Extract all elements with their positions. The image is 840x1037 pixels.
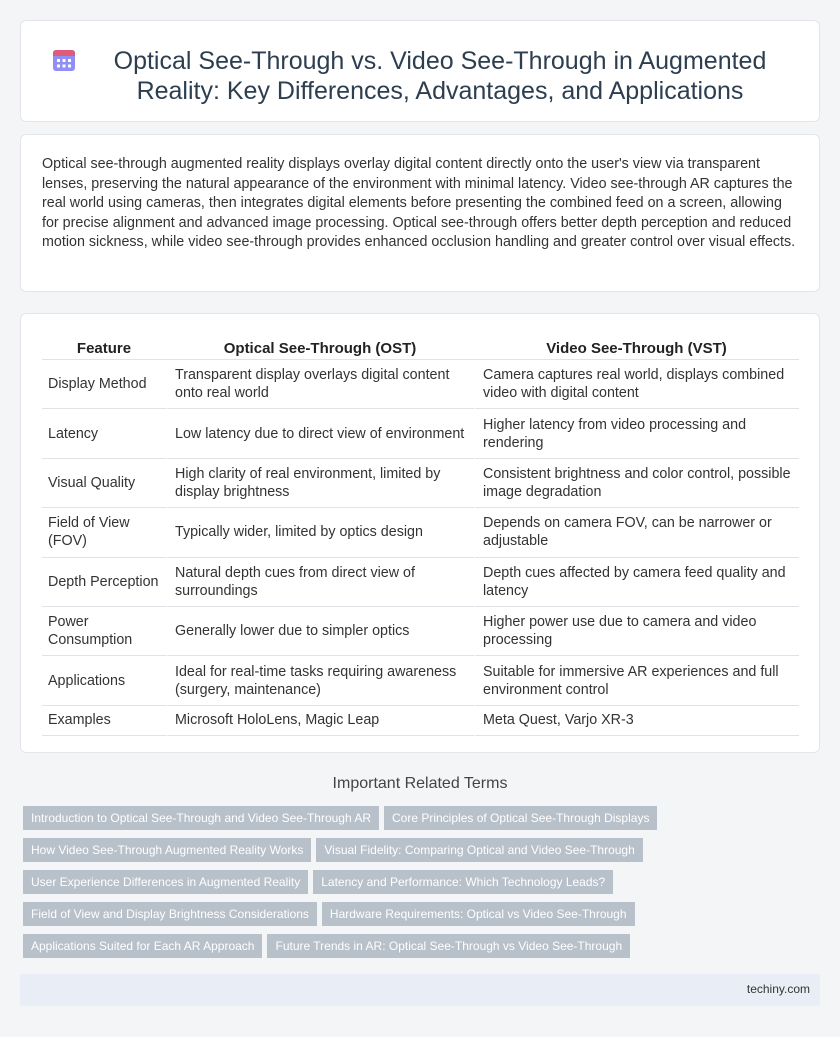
table-row — [42, 409, 799, 458]
table-cell-ost: Natural depth cues from direct view of surroundings — [166, 558, 474, 607]
table-cell-feature: Latency — [42, 409, 166, 458]
table-header-vst: Video See-Through (VST) — [474, 336, 799, 360]
table-cell-vst: Depends on camera FOV, can be narrower or adjustable — [474, 508, 799, 557]
intro-paragraph: Optical see-through augmented reality displays overlay digital content directly onto the user's view via transparent lenses, preserving the natural appearance of the environment with minimal latency. Video see-through AR captures the real world using cameras, then integrates digital elements before presenting the combined feed on a screen, allowing for precise alignment and advanced image processing. Optical see-through offers better depth perception and reduced motion sickness, while video see-through provides enhanced occlusion handling and greater control over visual effects. — [42, 156, 796, 251]
comparison-card — [20, 313, 820, 753]
related-terms-row — [23, 902, 813, 934]
table-cell-feature: Applications — [42, 656, 166, 705]
related-terms-row — [23, 806, 813, 838]
related-term-tag[interactable]: User Experience Differences in Augmented Reality — [23, 870, 308, 894]
related-terms-row — [23, 838, 813, 870]
table-row — [42, 607, 799, 656]
table-row — [42, 706, 799, 736]
table-cell-feature: Display Method — [42, 360, 166, 409]
comparison-table — [42, 336, 799, 736]
table-cell-feature: Power Consumption — [42, 607, 166, 656]
footer-site-link[interactable]: techiny.com — [746, 982, 810, 996]
table-cell-ost: Transparent display overlays digital content onto real world — [166, 360, 474, 409]
table-body — [42, 360, 799, 736]
table-cell-feature: Examples — [42, 706, 166, 736]
related-term-tag[interactable]: Applications Suited for Each AR Approach — [23, 934, 262, 958]
table-header-ost: Optical See-Through (OST) — [166, 336, 474, 360]
table-cell-ost: High clarity of real environment, limited by display brightness — [166, 459, 474, 508]
table-cell-ost: Ideal for real-time tasks requiring awareness (surgery, maintenance) — [166, 656, 474, 705]
table-cell-vst: Meta Quest, Varjo XR-3 — [474, 706, 799, 736]
table-row — [42, 459, 799, 508]
table-row — [42, 360, 799, 409]
title-card — [20, 20, 820, 122]
footer — [20, 974, 820, 1006]
table-row — [42, 656, 799, 705]
intro-card — [20, 134, 820, 292]
table-cell-ost: Typically wider, limited by optics design — [166, 508, 474, 557]
related-terms-title: Important Related Terms — [332, 775, 508, 792]
related-term-tag[interactable]: Future Trends in AR: Optical See-Through vs Video See-Through — [267, 934, 630, 958]
related-terms-row — [23, 934, 813, 966]
table-cell-vst: Consistent brightness and color control, possible image degradation — [474, 459, 799, 508]
table-cell-ost: Low latency due to direct view of environment — [166, 409, 474, 458]
related-terms-row — [23, 870, 813, 902]
related-term-tag[interactable]: How Video See-Through Augmented Reality Works — [23, 838, 311, 862]
related-term-tag[interactable]: Hardware Requirements: Optical vs Video See-Through — [322, 902, 635, 926]
table-cell-ost: Microsoft HoloLens, Magic Leap — [166, 706, 474, 736]
calendar-grid-icon — [51, 47, 77, 73]
table-cell-vst: Suitable for immersive AR experiences and full environment control — [474, 656, 799, 705]
related-term-tag[interactable]: Introduction to Optical See-Through and Video See-Through AR — [23, 806, 379, 830]
table-row — [42, 558, 799, 607]
related-term-tag[interactable]: Field of View and Display Brightness Considerations — [23, 902, 317, 926]
page-title: Optical See-Through vs. Video See-Through in Augmented Reality: Key Differences, Advantages, and Applications — [113, 47, 767, 105]
table-cell-vst: Camera captures real world, displays combined video with digital content — [474, 360, 799, 409]
table-row — [42, 508, 799, 557]
table-cell-feature: Depth Perception — [42, 558, 166, 607]
related-term-tag[interactable]: Latency and Performance: Which Technology Leads? — [313, 870, 613, 894]
table-cell-ost: Generally lower due to simpler optics — [166, 607, 474, 656]
table-cell-vst: Higher power use due to camera and video processing — [474, 607, 799, 656]
table-cell-feature: Visual Quality — [42, 459, 166, 508]
related-terms-list — [23, 806, 813, 966]
table-header-feature: Feature — [42, 336, 166, 360]
related-term-tag[interactable]: Visual Fidelity: Comparing Optical and Video See-Through — [316, 838, 642, 862]
related-term-tag[interactable]: Core Principles of Optical See-Through Displays — [384, 806, 657, 830]
table-cell-feature: Field of View (FOV) — [42, 508, 166, 557]
table-cell-vst: Higher latency from video processing and rendering — [474, 409, 799, 458]
table-cell-vst: Depth cues affected by camera feed quality and latency — [474, 558, 799, 607]
